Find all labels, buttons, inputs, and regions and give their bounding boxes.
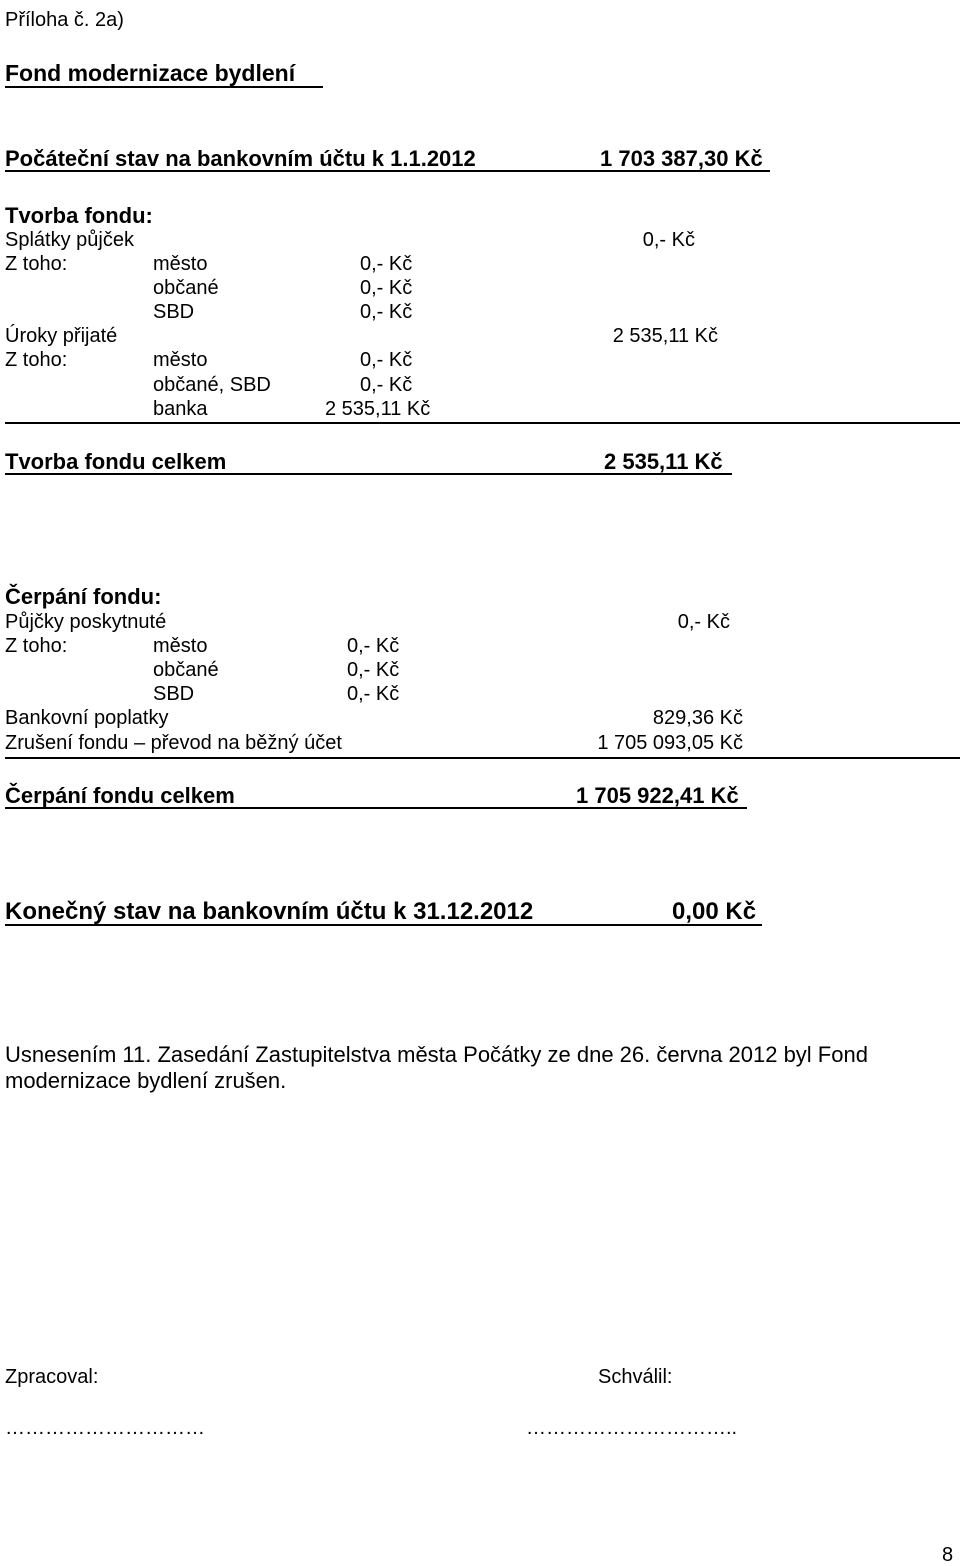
cancellation-value: 1 705 093,05 Kč [597, 732, 743, 754]
opening-balance-label: Počáteční stav na bankovním účtu k 1.1.2012 [5, 146, 476, 171]
creation-interest-label: Úroky přijaté [5, 325, 118, 347]
creation-total-underline [5, 473, 732, 475]
resolution-line-2: modernizace bydlení zrušen. [5, 1068, 287, 1093]
drawing-total-value: 1 705 922,41 Kč [576, 783, 739, 808]
breakdown-value: 0,- Kč [360, 374, 413, 396]
opening-balance-value: 1 703 387,30 Kč [600, 146, 763, 171]
breakdown-value: 0,- Kč [360, 253, 413, 275]
breakdown-label: SBD [153, 301, 195, 323]
breakdown-label: město [153, 253, 208, 275]
section-divider [5, 422, 960, 424]
attachment-label: Příloha č. 2a) [5, 9, 124, 31]
breakdown-value: 0,- Kč [360, 349, 413, 371]
breakdown-value: 0,- Kč [360, 277, 413, 299]
prepared-signature-line: ………………………… [5, 1417, 205, 1439]
breakdown-value: 0,- Kč [360, 301, 413, 323]
prepared-by-label: Zpracoval: [5, 1366, 99, 1388]
creation-loans-total: 0,- Kč [642, 229, 695, 251]
breakdown-label: město [153, 349, 208, 371]
page-number: 8 [942, 1544, 954, 1566]
breakdown-value: 0,- Kč [347, 683, 400, 705]
breakdown-value: 0,- Kč [347, 635, 400, 657]
drawing-loans-total: 0,- Kč [677, 611, 730, 633]
creation-total-label: Tvorba fondu celkem [5, 449, 227, 474]
breakdown-label: občané, SBD [153, 374, 271, 396]
breakdown-label: SBD [153, 683, 195, 705]
closing-balance-underline [5, 924, 762, 926]
creation-loans-label: Splátky půjček [5, 229, 134, 251]
breakdown-label: banka [153, 398, 208, 420]
opening-balance-underline [5, 170, 770, 172]
breakdown-label: občané [153, 277, 219, 299]
creation-heading: Tvorba fondu: [5, 203, 153, 228]
breakdown-prefix: Z toho: [5, 635, 68, 657]
breakdown-value: 0,- Kč [347, 659, 400, 681]
creation-interest-total: 2 535,11 Kč [612, 325, 718, 347]
bank-fees-value: 829,36 Kč [652, 707, 743, 729]
drawing-total-underline [5, 807, 747, 809]
title-underline [5, 86, 323, 88]
section-divider [5, 757, 960, 759]
breakdown-value: 2 535,11 Kč [325, 398, 431, 420]
drawing-heading: Čerpání fondu: [5, 584, 162, 609]
resolution-line-1: Usnesením 11. Zasedání Zastupitelstva města Počátky ze dne 26. června 2012 byl Fond [5, 1042, 868, 1067]
closing-balance-value: 0,00 Kč [672, 898, 757, 925]
creation-total-value: 2 535,11 Kč [604, 449, 723, 474]
page-title: Fond modernizace bydlení [5, 60, 296, 86]
approved-signature-line: ………………………….. [526, 1417, 738, 1439]
cancellation-label: Zrušení fondu – převod na běžný účet [5, 732, 342, 754]
drawing-total-label: Čerpání fondu celkem [5, 783, 235, 808]
drawing-loans-label: Půjčky poskytnuté [5, 611, 167, 633]
approved-by-label: Schválil: [598, 1366, 673, 1388]
bank-fees-label: Bankovní poplatky [5, 707, 169, 729]
breakdown-label: město [153, 635, 208, 657]
breakdown-label: občané [153, 659, 219, 681]
breakdown-prefix: Z toho: [5, 253, 68, 275]
closing-balance-label: Konečný stav na bankovním účtu k 31.12.2012 [5, 898, 534, 925]
breakdown-prefix: Z toho: [5, 349, 68, 371]
